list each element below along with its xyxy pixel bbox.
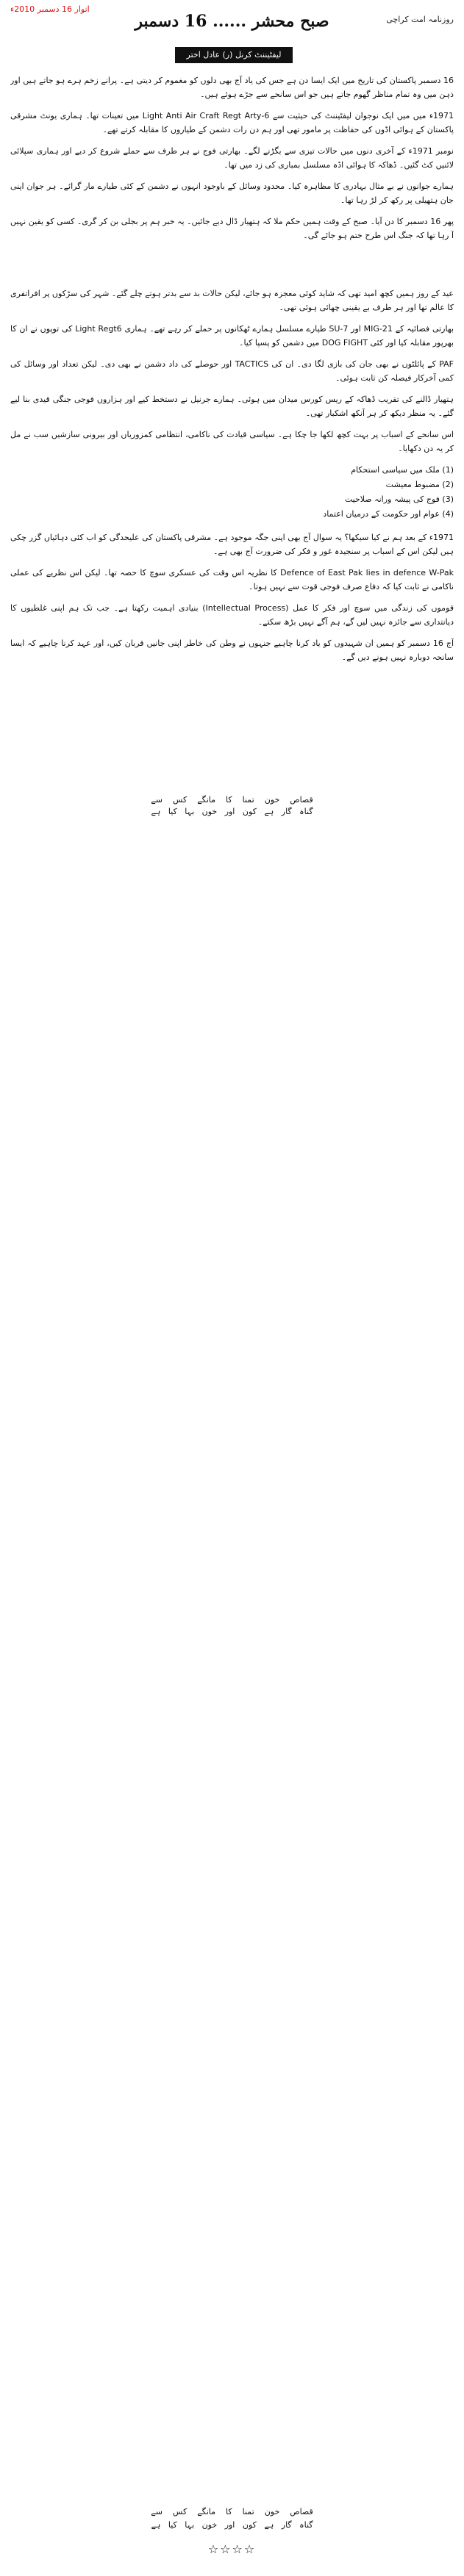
verse-word: گار bbox=[281, 2520, 292, 2530]
verse-word: ہے bbox=[264, 807, 274, 816]
verse-word: کا bbox=[226, 795, 232, 805]
verse-word: کیا bbox=[168, 807, 177, 816]
list-item: (3) فوج کی پیشہ ورانہ صلاحیت bbox=[344, 494, 454, 504]
verse-word: خون bbox=[264, 795, 280, 805]
verse-word: ہے bbox=[264, 2520, 274, 2530]
verse-word: تمنا bbox=[242, 795, 254, 805]
verse-word: قصاص bbox=[290, 795, 313, 805]
verse-word: کس bbox=[172, 2507, 188, 2516]
verse-word: مانگے bbox=[197, 2507, 216, 2516]
verse-word: اور bbox=[224, 807, 235, 816]
verse-word: خون bbox=[201, 2520, 218, 2530]
verse-word: سے bbox=[151, 2507, 163, 2516]
verse-word: گناہ bbox=[299, 807, 313, 816]
verse-word: اور bbox=[224, 2520, 235, 2530]
verse-word: تمنا bbox=[242, 2507, 254, 2516]
paragraph: 16 دسمبر پاکستان کی تاریخ میں ایک ایسا دن ہے جس کی یاد آج بھی دلوں کو مغموم کر دیتی ہے۔ پرانے زخم ہرے ہو جاتے ہیں اور ذہن میں وہ تمام مناظر گھوم جاتے ہیں جو اس سانحے سے جڑے ہوئے ہیں۔ bbox=[10, 76, 454, 99]
verse-word: کیا bbox=[168, 2520, 177, 2530]
verse-word: گناہ bbox=[299, 2520, 313, 2530]
paragraph: اس سانحے کے اسباب پر بہت کچھ لکھا جا چکا ہے۔ سیاسی قیادت کی ناکامی، انتظامی کمزوریاں اور بیرونی سازشیں سب نے مل کر یہ دن دکھایا۔ bbox=[10, 430, 454, 453]
verse-word: قصاص bbox=[290, 2507, 313, 2516]
paragraph: ہمارے جوانوں نے بے مثال بہادری کا مظاہرہ کیا۔ محدود وسائل کے باوجود انہوں نے دشمن کے کئی طیارے مار گرائے۔ ہر جوان اپنی جان ہتھیلی پر رکھ کر لڑ رہا تھا۔ bbox=[10, 181, 454, 205]
verse-word: کس bbox=[172, 795, 188, 805]
verse-word: ہے bbox=[151, 807, 161, 816]
verse-word: خون bbox=[201, 807, 218, 816]
paragraph: ہتھیار ڈالنے کی تقریب ڈھاکہ کے ریس کورس میدان میں ہوئی۔ ہمارے جرنیل نے دستخط کیے اور ہزاروں فوجی جنگی قیدی بنا لیے گئے۔ یہ منظر دیکھ کر ہر آنکھ اشکبار تھی۔ bbox=[10, 395, 454, 418]
list-item: (4) عوام اور حکومت کے درمیان اعتماد bbox=[323, 509, 454, 519]
paragraph: 1971ء میں میں ایک نوجوان لیفٹیننٹ کی حیثیت سے 6-Light Anti Air Craft Regt Arty میں تعینات تھا۔ ہماری یونٹ مشرقی پاکستان کے ہوائی اڈوں کی حفاظت پر مامور تھی اور ہم دن رات دشمن کے طیاروں کا مقابلہ کرتے تھے۔ bbox=[10, 111, 454, 134]
verse-word: کون bbox=[242, 807, 257, 816]
verse-word: سے bbox=[151, 795, 163, 805]
paragraph: آج 16 دسمبر کو ہمیں ان شہیدوں کو یاد کرنا چاہیے جنہوں نے وطن کی خاطر اپنی جانیں قربان کیں، اور عہد کرنا چاہیے کہ ایسا سانحہ دوبارہ نہیں ہونے دیں گے۔ bbox=[10, 638, 454, 662]
article-body bbox=[10, 73, 454, 2491]
newspaper-source: روزنامہ امت کراچی bbox=[386, 15, 454, 24]
article-date: اتوار 16 دسمبر 2010ء bbox=[10, 4, 90, 14]
verse-word: خون bbox=[264, 2507, 280, 2516]
paragraph: قوموں کی زندگی میں سوچ اور فکر کا عمل (Intellectual Process) بنیادی اہمیت رکھتا ہے۔ جب تک ہم اپنی غلطیوں کا دیانتداری سے جائزہ نہیں لیں گے، ہم آگے نہیں بڑھ سکتے۔ bbox=[10, 603, 454, 627]
article-title: صبح محشر ...... 16 دسمبر bbox=[135, 12, 329, 31]
poetry-verse bbox=[0, 807, 464, 816]
author-byline: لیفٹیننٹ کرنل (ر) عادل اختر bbox=[175, 47, 293, 63]
list-item: (1) ملک میں سیاسی استحکام bbox=[351, 465, 454, 475]
verse-word: گار bbox=[281, 807, 292, 816]
key-points-list bbox=[10, 463, 454, 522]
paragraph: بھارتی فضائیہ کے MIG-21 اور SU-7 طیارے مسلسل ہمارے ٹھکانوں پر حملے کر رہے تھے۔ ہماری Light Regt6 کی توپوں نے ان کا بھرپور مقابلہ کیا اور کئی DOG FIGHT میں دشمن کو پسپا کیا۔ bbox=[10, 324, 454, 348]
list-item: (2) مضبوط معیشت bbox=[385, 480, 454, 489]
paragraph: پھر 16 دسمبر کا دن آیا۔ صبح کے وقت ہمیں حکم ملا کہ ہتھیار ڈال دیے جائیں۔ یہ خبر ہم پر بجلی بن کر گری۔ کسی کو یقین نہیں آ رہا تھا کہ جنگ اس طرح ختم ہو جائے گی۔ bbox=[10, 217, 454, 240]
paragraph: Defence of East Pak lies in defence W-Pak کا نظریہ اس وقت کی عسکری سوچ کا حصہ تھا۔ لیکن اس نظریے کی عملی ناکامی نے ثابت کیا کہ دفاع صرف فوجی قوت سے نہیں ہوتا۔ bbox=[10, 568, 454, 591]
paragraph: نومبر 1971ء کے آخری دنوں میں حالات تیزی سے بگڑنے لگے۔ بھارتی فوج نے ہر طرف سے حملے شروع کر دیے اور ہماری سپلائی لائنیں کٹ گئیں۔ ڈھاکہ کا ہوائی اڈہ مسلسل بمباری کی زد میں تھا۔ bbox=[10, 146, 454, 170]
verse-word: بہا bbox=[185, 807, 195, 816]
verse-word: کا bbox=[226, 2507, 232, 2516]
end-stars: ☆☆☆☆ bbox=[207, 2542, 257, 2556]
paragraph: عید کے روز ہمیں کچھ امید تھی کہ شاید کوئی معجزہ ہو جائے، لیکن حالات بد سے بدتر ہوتے چلے گئے۔ شہر کی سڑکوں پر افراتفری کا عالم تھا اور ہر طرف بے یقینی چھائی ہوئی تھی۔ bbox=[10, 289, 454, 312]
verse-word: ہے bbox=[151, 2520, 161, 2530]
poetry-verse bbox=[0, 2520, 464, 2530]
poetry-verse bbox=[0, 795, 464, 805]
poetry-verse bbox=[0, 2507, 464, 2516]
verse-word: کون bbox=[242, 2520, 257, 2530]
verse-word: مانگے bbox=[197, 795, 216, 805]
paragraph: PAF کے پائلٹوں نے بھی جان کی بازی لگا دی۔ ان کی TACTICS اور حوصلے کی داد دشمن نے بھی دی۔ لیکن تعداد اور وسائل کی کمی آخرکار فیصلہ کن ثابت ہوئی۔ bbox=[10, 359, 454, 383]
paragraph: 1971ء کے بعد ہم نے کیا سیکھا؟ یہ سوال آج بھی اپنی جگہ موجود ہے۔ مشرقی پاکستان کی علیحدگی کو اب کئی دہائیاں گزر چکی ہیں لیکن اس کے اسباب پر سنجیدہ غور و فکر کی ضرورت آج بھی ہے۔ bbox=[10, 533, 454, 556]
verse-word: بہا bbox=[185, 2520, 195, 2530]
